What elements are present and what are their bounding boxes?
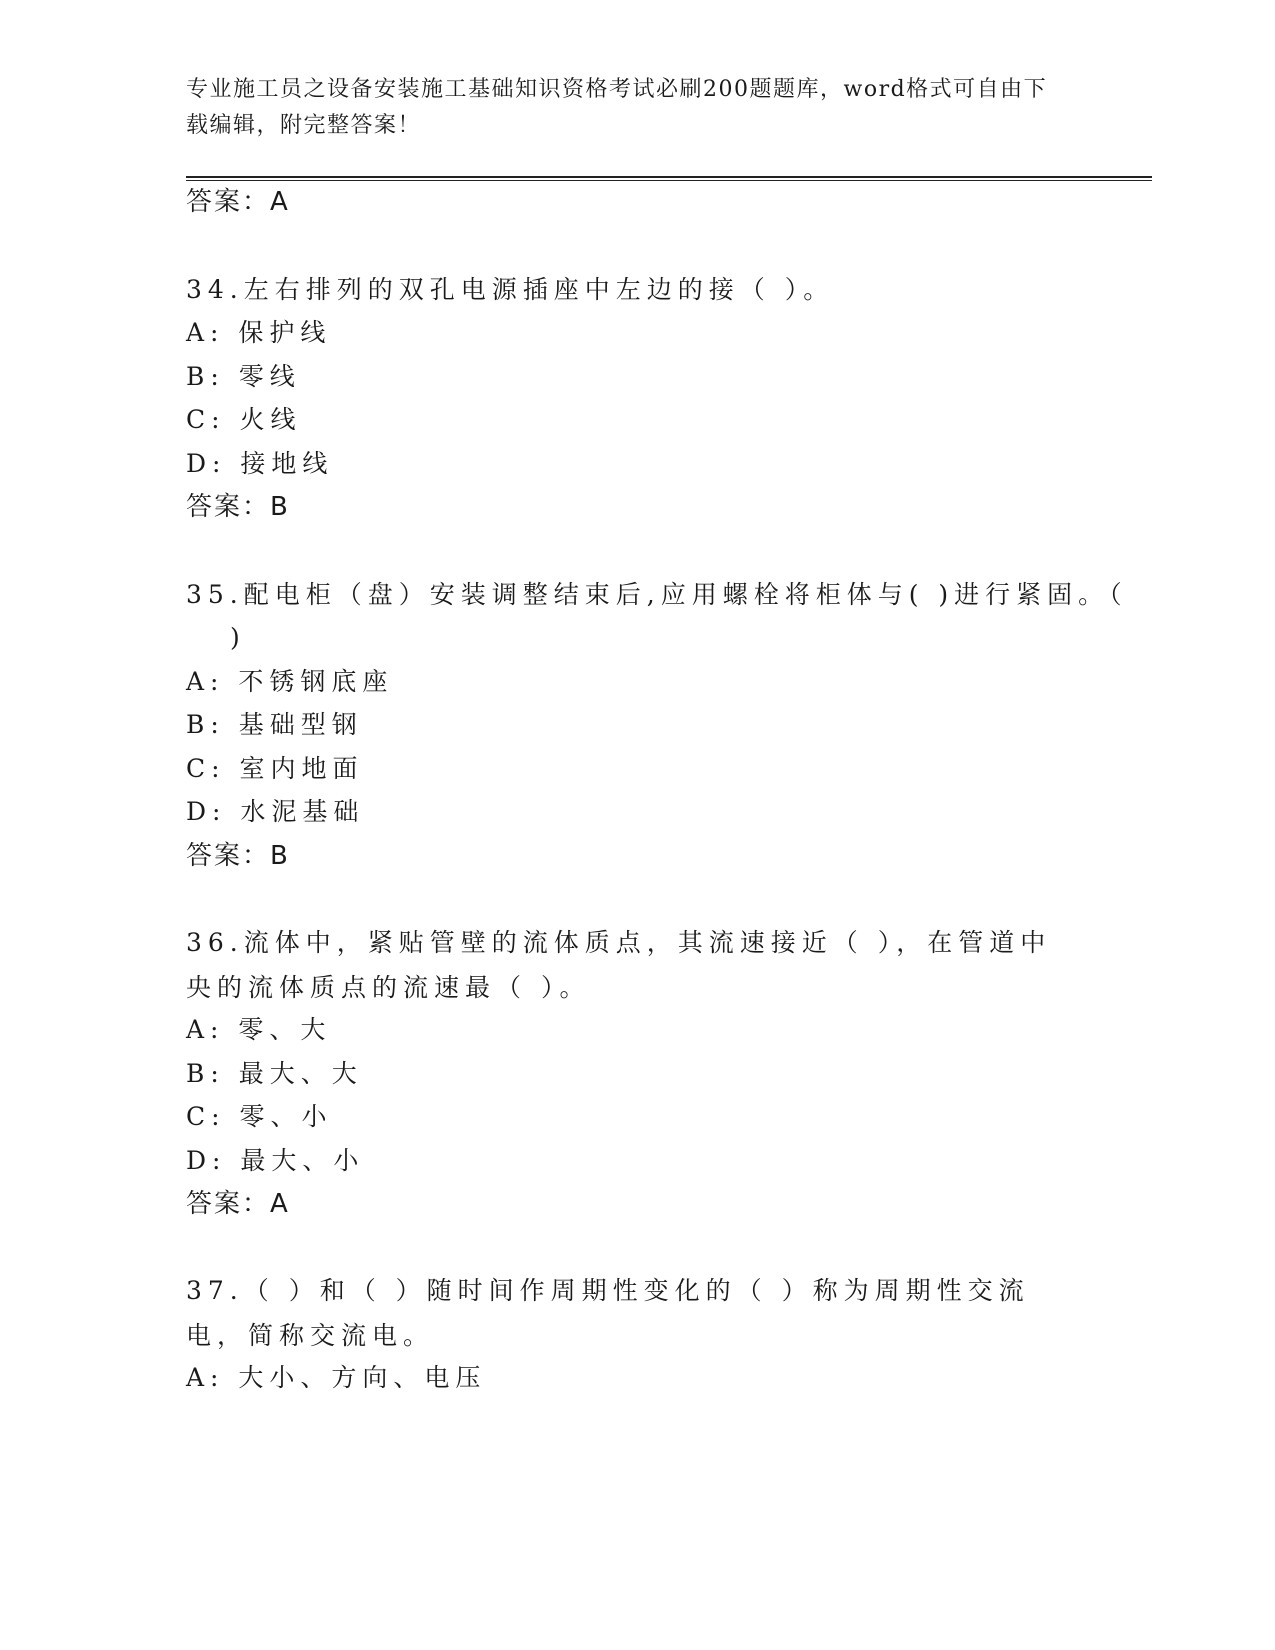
document-header: 专业施工员之设备安装施工基础知识资格考试必刷200题题库，word格式可自由下载编辑，附完整答案！ — [186, 77, 1048, 138]
question-36-option-b: B: 最大、大 — [186, 1059, 363, 1088]
question-36-text: 36.流体中，紧贴管壁的流体质点，其流速接近（ ），在管道中央的流体质点的流速最（ ）。 — [186, 928, 1052, 1002]
question-35-answer: 答案：B — [186, 841, 290, 871]
question-34-option-b: B: 零线 — [186, 362, 301, 391]
question-34-option-a: A: 保护线 — [186, 318, 332, 347]
question-35-option-b: B: 基础型钢 — [186, 710, 363, 739]
question-35-option-a: A: 不锈钢底座 — [186, 667, 394, 696]
question-35-option-d: D: 水泥基础 — [186, 797, 365, 826]
question-36-option-a: A: 零、大 — [186, 1015, 332, 1044]
question-35-option-c: C: 室内地面 — [186, 754, 364, 783]
answer-line: 答案：A — [186, 187, 290, 217]
header-divider — [186, 176, 1152, 181]
question-34-option-d: D: 接地线 — [186, 449, 334, 478]
question-37-text: 37.（ ）和（ ）随时间作周期性变化的（ ）称为周期性交流电，简称交流电。 — [186, 1276, 1030, 1350]
question-36-option-d: D: 最大、小 — [186, 1146, 365, 1175]
question-36-answer: 答案：A — [186, 1189, 290, 1219]
question-34-text: 34.左右排列的双孔电源插座中左边的接（ ）。 — [186, 275, 835, 304]
question-34-option-c: C: 火线 — [186, 405, 302, 434]
document-page — [186, 0, 1152, 1650]
question-36-option-c: C: 零、小 — [186, 1102, 333, 1131]
question-34-answer: 答案：B — [186, 492, 290, 522]
question-35-text: 35.配电柜（盘）安装调整结束后,应用螺栓将柜体与( )进行紧固。（ — [186, 580, 1128, 609]
question-35-continuation: ) — [230, 623, 240, 652]
question-37-option-a: A: 大小、方向、电压 — [186, 1363, 487, 1392]
